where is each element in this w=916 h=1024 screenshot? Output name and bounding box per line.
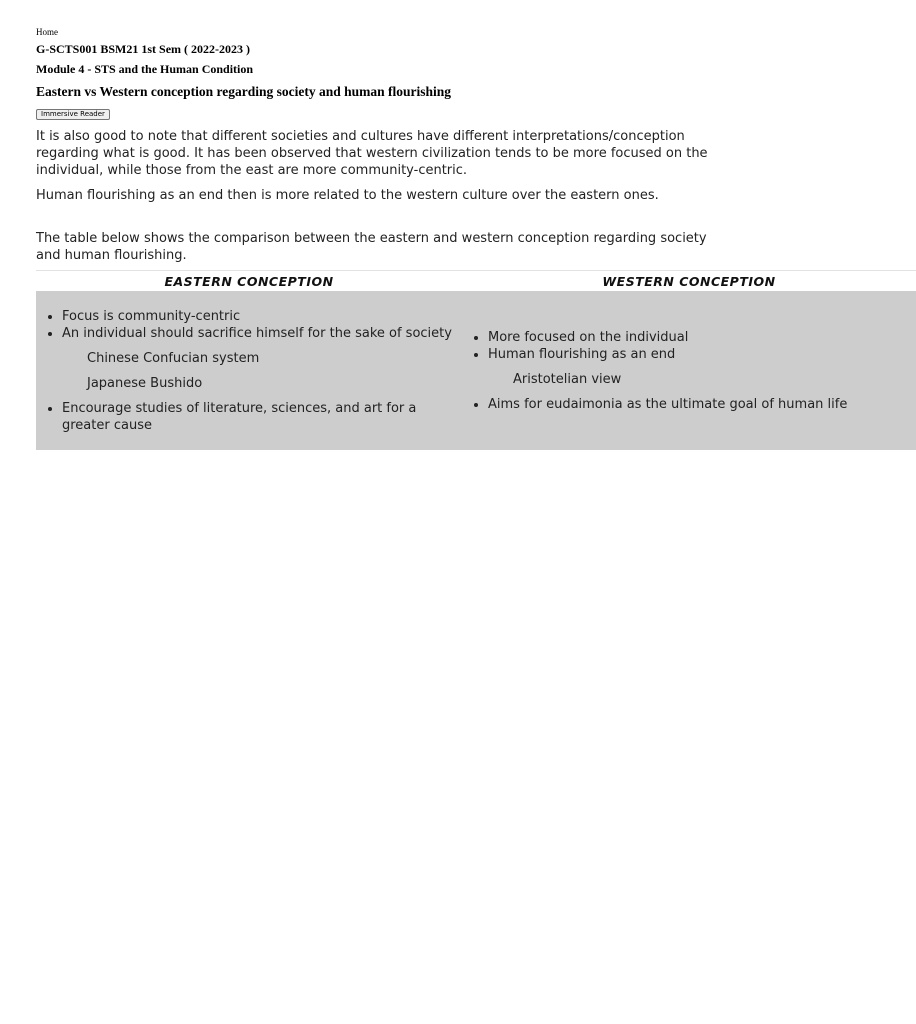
- list-item: • Focus is community-centric: [62, 308, 462, 325]
- breadcrumb-module-link[interactable]: Module 4 - STS and the Human Condition: [36, 62, 254, 76]
- eastern-cell: [36, 291, 462, 450]
- sub-item: Chinese Confucian system: [87, 350, 260, 366]
- list-item: • An individual should sacrifice himself for the sake of society: [62, 325, 462, 342]
- list-item: • Human flourishing as an end: [488, 346, 916, 363]
- list-item: • Aims for eudaimonia as the ultimate goal of human life: [488, 396, 916, 413]
- table-header-row: [36, 271, 916, 292]
- list-item: • More focused on the individual: [488, 329, 916, 346]
- list-item: • Encourage studies of literature, sciences, and art for a greater cause: [62, 400, 462, 434]
- western-list-bottom: [462, 396, 916, 413]
- comparison-table: [36, 270, 916, 450]
- table-row: [36, 291, 916, 450]
- western-cell: [462, 291, 916, 450]
- sub-item: Japanese Bushido: [87, 375, 203, 391]
- immersive-reader-button[interactable]: Immersive Reader: [36, 109, 110, 120]
- western-list: [462, 329, 916, 363]
- breadcrumb-course-link[interactable]: G-SCTS001 BSM21 1st Sem ( 2022-2023 ): [36, 42, 251, 56]
- breadcrumb-home-link[interactable]: Home: [36, 27, 58, 37]
- western-header: WESTERN CONCEPTION: [462, 271, 916, 292]
- eastern-list: [36, 308, 462, 342]
- flourishing-paragraph: Human flourishing as an end then is more related to the western culture over the eastern ones.: [36, 188, 659, 203]
- page-title: Eastern vs Western conception regarding society and human flourishing: [36, 84, 452, 99]
- eastern-header: EASTERN CONCEPTION: [36, 271, 462, 292]
- table-intro-paragraph: The table below shows the comparison between the eastern and western conception regarding society and human flourishing.: [36, 231, 707, 263]
- comparison-table-container[interactable]: [36, 270, 848, 450]
- intro-paragraph: It is also good to note that different societies and cultures have different interpretations/conception regarding what is good. It has been observed that western civilization tends to be more focused on the individual, while those from the east are more community-centric.: [36, 129, 708, 178]
- sub-item: Aristotelian view: [513, 371, 622, 387]
- eastern-list-bottom: [36, 400, 462, 434]
